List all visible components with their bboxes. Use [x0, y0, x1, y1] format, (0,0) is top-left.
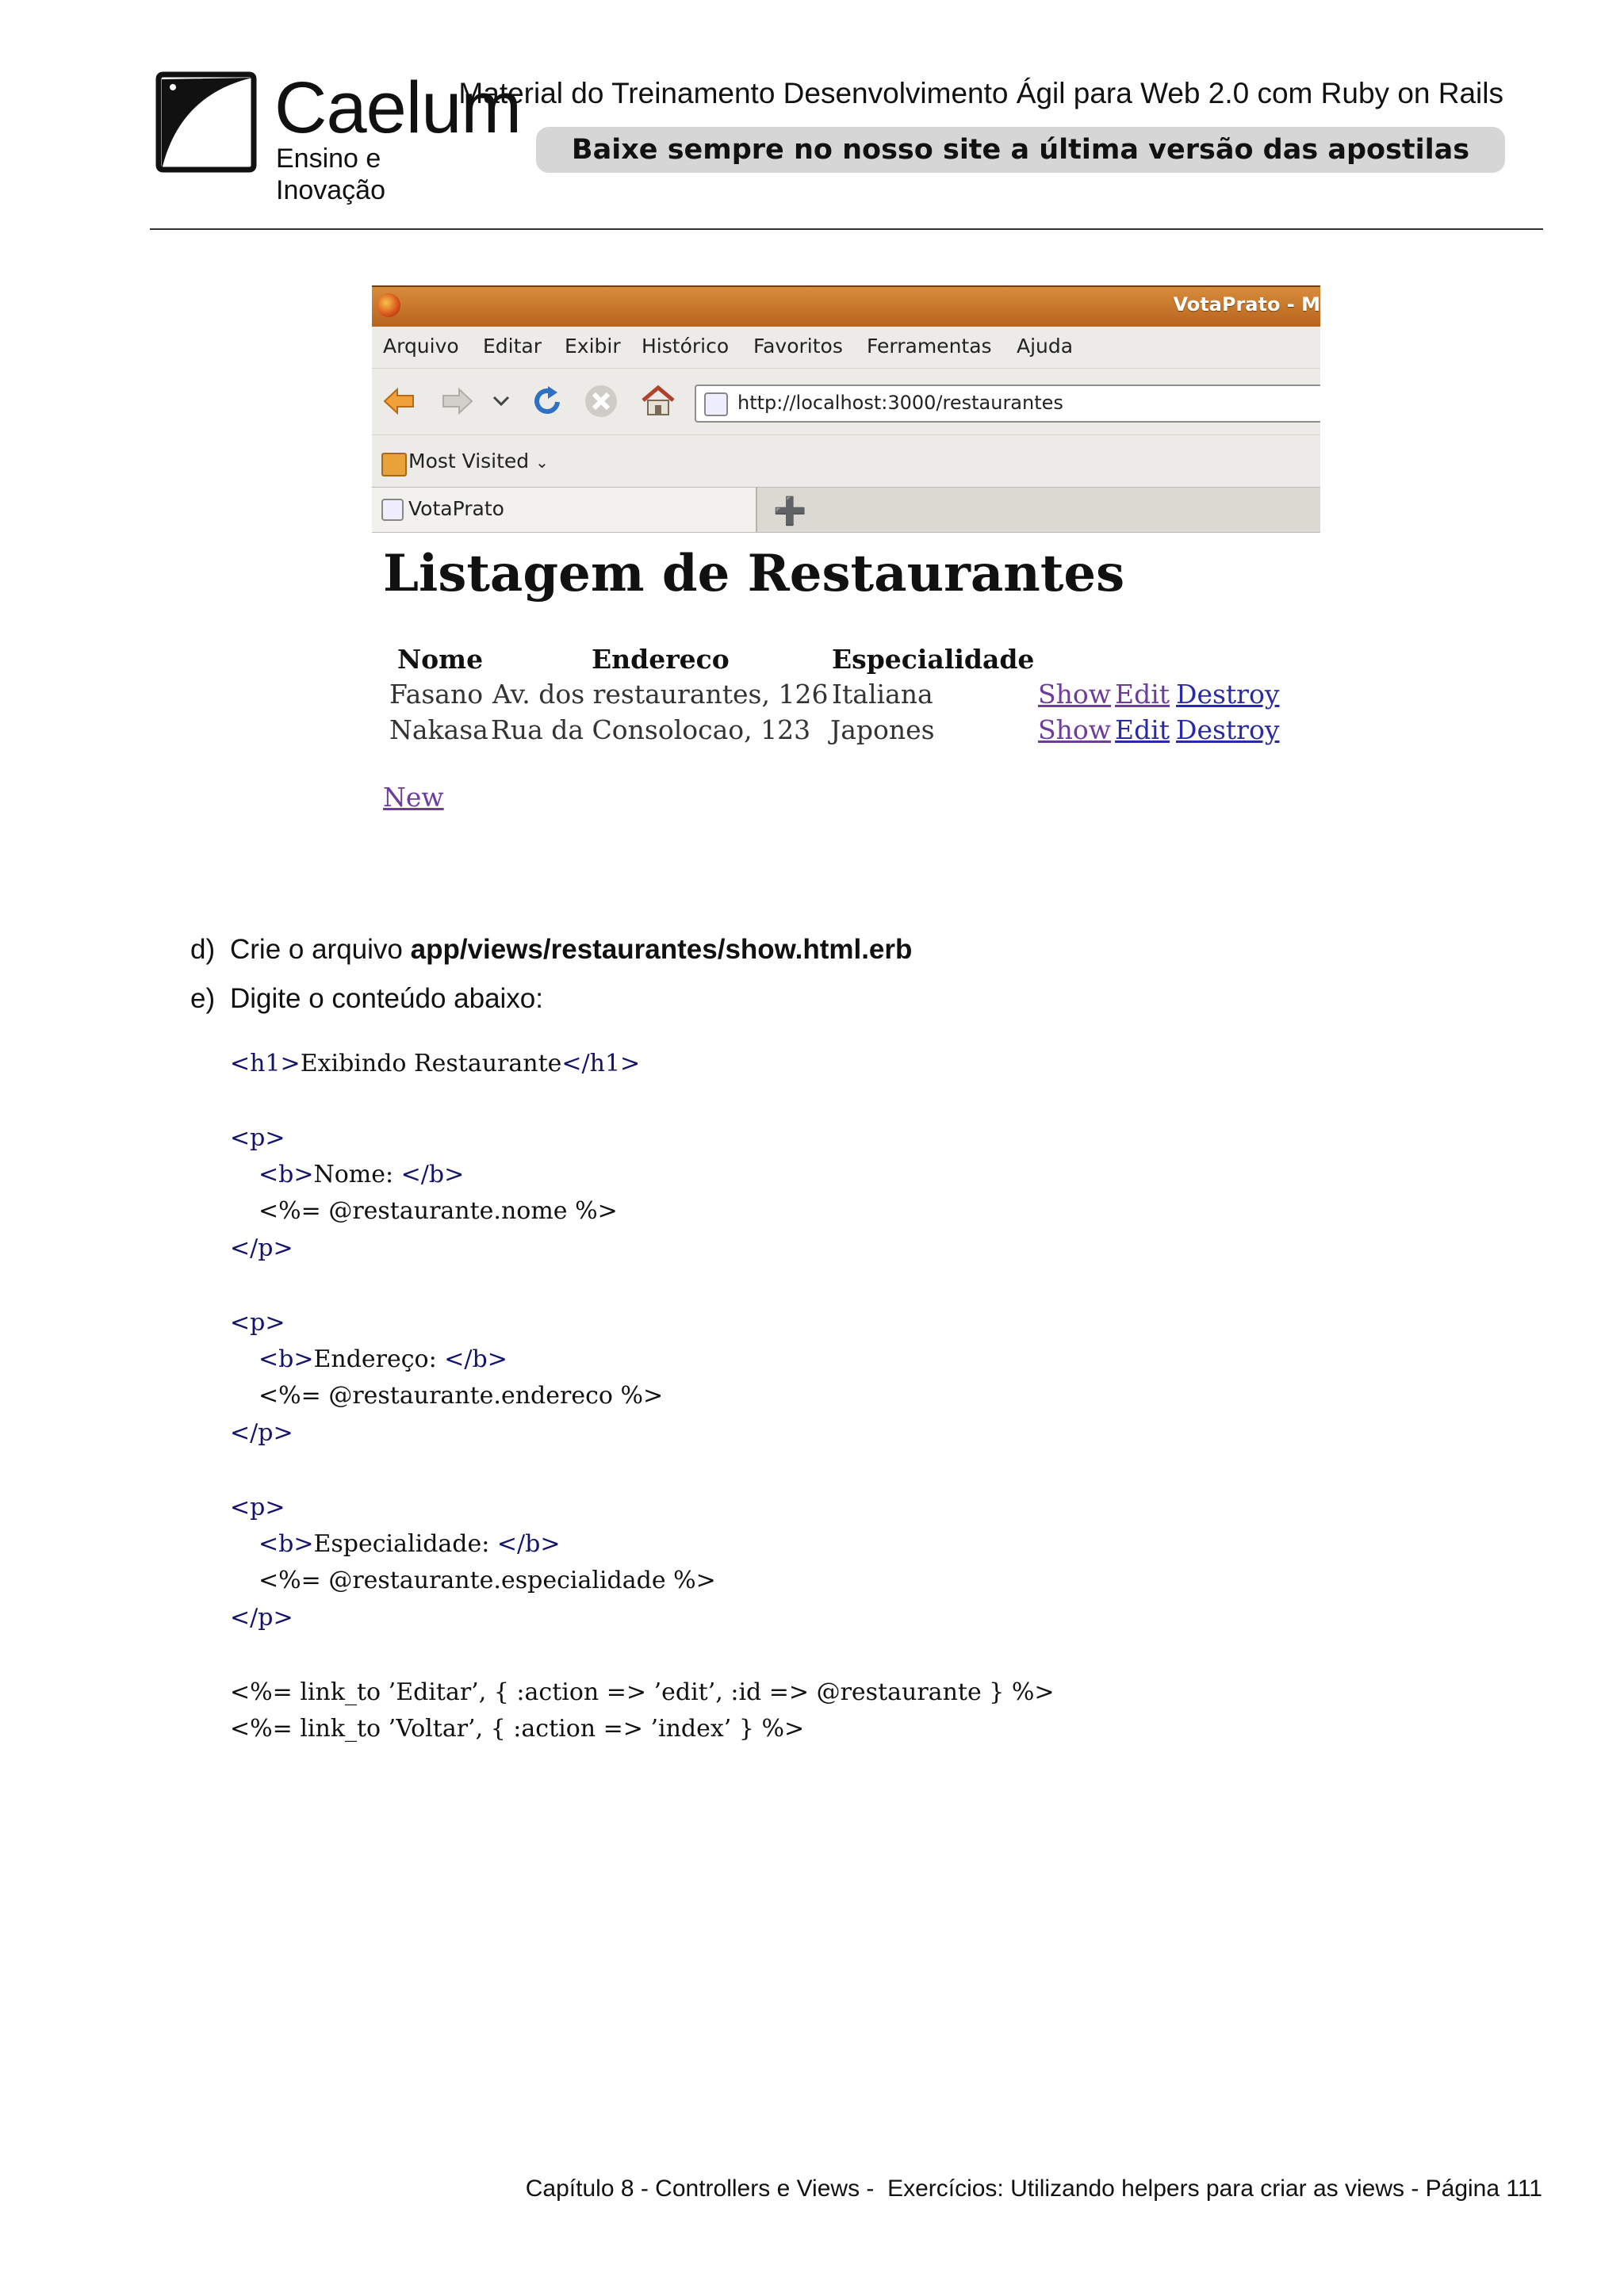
code-tag: <h1>: [230, 1050, 301, 1077]
edit-link[interactable]: Edit: [1115, 679, 1170, 710]
code-line: <%= @restaurante.especialidade %>: [259, 1567, 716, 1594]
code-tag: </b>: [400, 1161, 465, 1188]
code-tag: </h1>: [561, 1050, 641, 1077]
menu-favoritos[interactable]: Favoritos: [753, 335, 843, 358]
cell-endereco: Av. dos restaurantes, 126: [492, 679, 829, 710]
page-icon: [381, 499, 404, 521]
logo-name: Caelum: [274, 67, 522, 148]
menu-historico[interactable]: Histórico: [642, 335, 730, 358]
cell-nome: Nakasa: [389, 714, 488, 745]
bookmarks-toolbar: [372, 434, 1320, 488]
show-link[interactable]: Show: [1038, 679, 1111, 710]
code-line: [259, 1530, 561, 1558]
code-line: [259, 1161, 464, 1188]
forward-arrow-icon[interactable]: [439, 383, 475, 419]
browser-navbar: [372, 368, 1320, 435]
code-tag: <b>: [259, 1530, 314, 1558]
code-line: <%= @restaurante.endereco %>: [259, 1382, 664, 1410]
cell-endereco: Rua da Consolocao, 123: [491, 714, 811, 745]
code-listing: [230, 1039, 1261, 1752]
show-link[interactable]: Show: [1038, 714, 1111, 745]
code-tag: </b>: [444, 1345, 508, 1373]
step-e: [190, 983, 543, 1015]
code-text: Nome:: [313, 1161, 401, 1188]
step-text: Crie o arquivo: [230, 934, 411, 965]
tab-label: VotaPrato: [408, 497, 504, 520]
code-line: [259, 1345, 508, 1373]
url-input[interactable]: [695, 385, 1320, 423]
firefox-icon: [377, 293, 400, 317]
reload-icon[interactable]: [529, 383, 565, 419]
site-identity-icon[interactable]: [704, 392, 728, 416]
restaurant-table: [372, 644, 1320, 745]
browser-menubar: [372, 327, 1320, 368]
tab-strip: [372, 487, 1320, 533]
step-marker: e): [190, 983, 216, 1014]
destroy-link[interactable]: Destroy: [1176, 679, 1280, 710]
column-header-nome: Nome: [397, 644, 484, 675]
menu-arquivo[interactable]: Arquivo: [383, 335, 459, 358]
code-tag: </b>: [496, 1530, 561, 1558]
menu-ajuda[interactable]: Ajuda: [1017, 335, 1074, 358]
code-line: </p>: [230, 1419, 293, 1447]
menu-ferramentas[interactable]: Ferramentas: [867, 335, 992, 358]
code-text: Exibindo Restaurante: [300, 1050, 562, 1077]
code-line: [230, 1050, 640, 1077]
menu-editar[interactable]: Editar: [483, 335, 542, 358]
browser-titlebar: [372, 285, 1320, 327]
step-marker: d): [190, 934, 216, 965]
column-header-especialidade: Especialidade: [832, 644, 1035, 675]
new-tab-icon[interactable]: ➕: [773, 496, 807, 527]
code-line: <p>: [230, 1309, 285, 1337]
logo-tagline: Ensino e Inovação: [276, 144, 385, 205]
code-line: <p>: [230, 1124, 285, 1152]
cell-nome: Fasano: [389, 679, 484, 710]
page-heading: Listagem de Restaurantes: [383, 544, 1125, 603]
code-line: <%= link_to ’Voltar’, { :action => ’index’ } %>: [230, 1715, 805, 1743]
code-line: <%= link_to ’Editar’, { :action => ’edit’, :id => @restaurante } %>: [230, 1678, 1055, 1706]
back-arrow-icon[interactable]: [381, 383, 418, 419]
edit-link[interactable]: Edit: [1115, 714, 1170, 745]
code-tag: <b>: [259, 1345, 314, 1373]
document-title: Material do Treinamento Desenvolvimento Ágil para Web 2.0 com Ruby on Rails: [458, 77, 1503, 109]
chevron-down-icon: ⌄: [535, 453, 549, 472]
download-banner: Baixe sempre no nosso site a última versão das apostilas: [536, 127, 1505, 173]
most-visited-label: Most Visited: [408, 450, 530, 473]
column-header-endereco: Endereco: [592, 644, 730, 675]
browser-screenshot: [372, 285, 1320, 840]
cell-especialidade: Japones: [830, 714, 935, 745]
destroy-link[interactable]: Destroy: [1176, 714, 1280, 745]
code-text: Endereço:: [313, 1345, 445, 1373]
header-divider: [150, 228, 1543, 230]
home-icon[interactable]: [640, 383, 676, 419]
page-footer: Capítulo 8 - Controllers e Views - Exercícios: Utilizando helpers para criar as views - Página 111: [525, 2175, 1542, 2202]
code-line: </p>: [230, 1604, 293, 1632]
code-text: Especialidade:: [313, 1530, 497, 1558]
step-d: [190, 934, 912, 966]
cell-especialidade: Italiana: [832, 679, 933, 710]
bookmark-folder-icon: [381, 453, 407, 476]
code-tag: <b>: [259, 1161, 314, 1188]
history-dropdown-icon[interactable]: [483, 383, 519, 419]
url-text: http://localhost:3000/restaurantes: [737, 392, 1063, 414]
stop-icon[interactable]: [583, 383, 619, 419]
most-visited-button[interactable]: [408, 450, 549, 473]
code-line: <p>: [230, 1494, 285, 1521]
tab-votaprato[interactable]: [372, 488, 757, 532]
step-filename: app/views/restaurantes/show.html.erb: [410, 934, 913, 965]
new-link[interactable]: New: [383, 782, 444, 813]
step-text: Digite o conteúdo abaixo:: [230, 983, 543, 1014]
caelum-logo-mark-icon: [155, 71, 257, 173]
code-line: </p>: [230, 1234, 293, 1262]
caelum-logo: [155, 67, 522, 205]
menu-exibir[interactable]: Exibir: [565, 335, 621, 358]
code-line: <%= @restaurante.nome %>: [259, 1197, 618, 1225]
window-title: VotaPrato - M: [1173, 293, 1320, 316]
